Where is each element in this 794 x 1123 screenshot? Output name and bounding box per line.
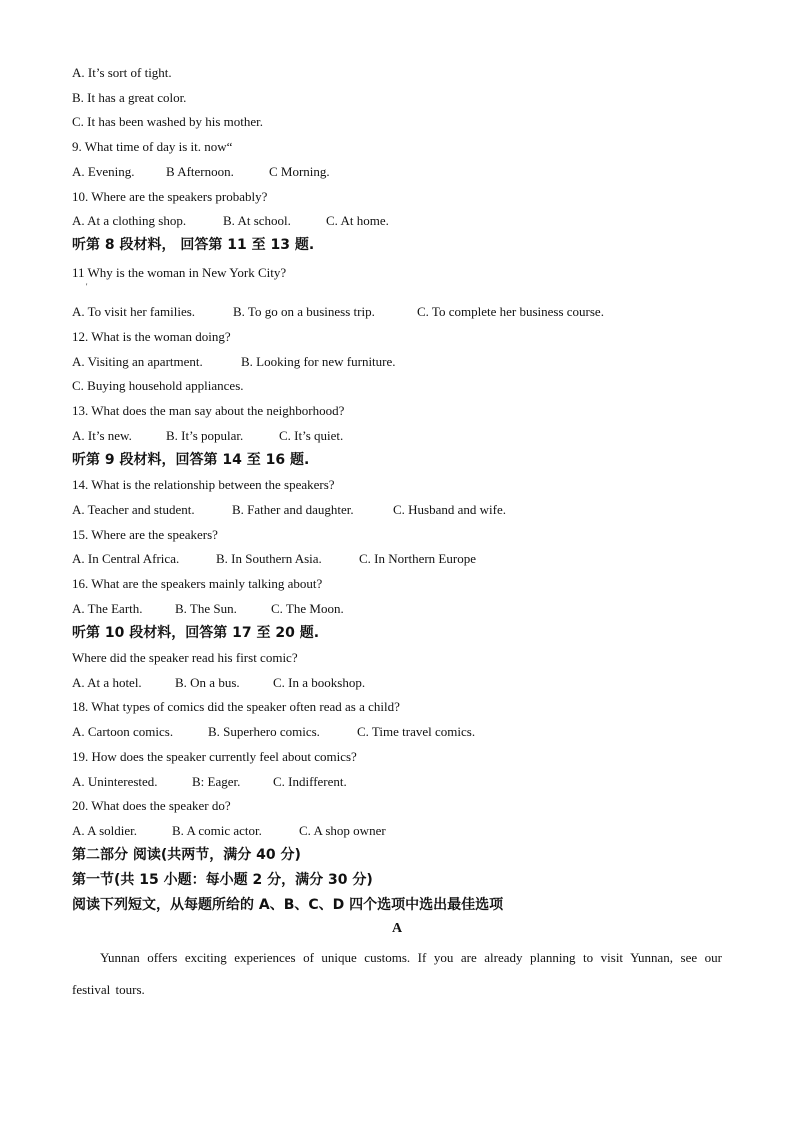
- q12-option-b: B. Looking for new furniture.: [241, 354, 396, 369]
- q20-option-c: C. A shop owner: [299, 823, 386, 838]
- q15-options: [72, 551, 476, 567]
- section-10-heading: 听第 10 段材料，回答第 17 至 20 题.: [72, 625, 320, 641]
- section-8-heading: 听第 8 段材料， 回答第 11 至 13 题.: [72, 237, 315, 253]
- q10-question: 10. Where are the speakers probably?: [72, 189, 268, 204]
- q16-options: [72, 601, 344, 617]
- q15-option-b: B. In Southern Asia.: [216, 551, 322, 566]
- q15-question: 15. Where are the speakers?: [72, 527, 218, 542]
- q12-option-c: C. Buying household appliances.: [72, 378, 244, 393]
- q16-option-c: C. The Moon.: [271, 601, 344, 616]
- q13-option-b: B. It’s popular.: [166, 428, 244, 443]
- q16-option-a: A. The Earth.: [72, 601, 143, 616]
- q17-option-a: A. At a hotel.: [72, 675, 142, 690]
- q14-question: 14. What is the relationship between the speakers?: [72, 477, 335, 492]
- q17-options: [72, 675, 365, 691]
- q8-option-c: C. It has been washed by his mother.: [72, 114, 263, 129]
- q19-question: 19. How does the speaker currently feel about comics?: [72, 749, 357, 764]
- q8-option-a: A. It’s sort of tight.: [72, 65, 172, 80]
- q11-stray-mark: ': [86, 282, 88, 291]
- q18-options: [72, 724, 475, 740]
- q9-option-a: A. Evening.: [72, 164, 135, 179]
- passage-letter: A: [391, 921, 403, 936]
- q14-option-c: C. Husband and wife.: [393, 502, 507, 517]
- q17-question: Where did the speaker read his first comic?: [72, 650, 298, 665]
- part-two-heading: 第二部分 阅读(共两节，满分 40 分): [72, 847, 301, 863]
- q20-options: [72, 823, 386, 839]
- q10-option-c: C. At home.: [326, 213, 389, 228]
- q11-question: 11 Why is the woman in New York City?: [72, 265, 287, 280]
- q13-option-a: A. It’s new.: [72, 428, 132, 443]
- q9-option-b: B Afternoon.: [166, 164, 234, 179]
- reading-instruction: 阅读下列短文，从每题所给的 A、B、C、D 四个选项中选出最佳选项: [72, 897, 504, 913]
- q17-option-c: C. In a bookshop.: [273, 675, 366, 690]
- q20-option-a: A. A soldier.: [72, 823, 138, 838]
- q18-option-b: B. Superhero comics.: [208, 724, 320, 739]
- q18-option-a: A. Cartoon comics.: [72, 724, 174, 739]
- section-one-heading: 第一节(共 15 小题：每小题 2 分，满分 30 分): [72, 872, 373, 888]
- q16-option-b: B. The Sun.: [175, 601, 237, 616]
- q11-option-a: A. To visit her families.: [72, 304, 196, 319]
- q15-option-c: C. In Northern Europe: [359, 551, 476, 566]
- q14-options: [72, 502, 506, 518]
- q9-option-c: C Morning.: [269, 164, 330, 179]
- q17-option-b: B. On a bus.: [175, 675, 240, 690]
- section-9-heading: 听第 9 段材料，回答第 14 至 16 题.: [72, 452, 310, 468]
- q14-option-b: B. Father and daughter.: [232, 502, 354, 517]
- q12-option-a: A. Visiting an apartment.: [72, 354, 203, 369]
- q19-option-a: A. Uninterested.: [72, 774, 158, 789]
- q11-option-b: B. To go on a business trip.: [233, 304, 375, 319]
- q13-option-c: C. It’s quiet.: [279, 428, 344, 443]
- q15-option-a: A. In Central Africa.: [72, 551, 180, 566]
- q10-options: [72, 213, 389, 229]
- q12-options: [72, 354, 396, 370]
- q12-question: 12. What is the woman doing?: [72, 329, 231, 344]
- passage-paragraph: Yunnan offers exciting experiences of unique customs. If you are already planning to visit Yunnan, see our festival tours.: [72, 950, 722, 997]
- q8-option-b: B. It has a great color.: [72, 90, 187, 105]
- q18-question: 18. What types of comics did the speaker often read as a child?: [72, 699, 400, 714]
- q16-question: 16. What are the speakers mainly talking about?: [72, 576, 323, 591]
- q11-option-c: C. To complete her business course.: [417, 304, 604, 319]
- q19-option-c: C. Indifferent.: [273, 774, 347, 789]
- q13-options: [72, 428, 343, 444]
- q9-options: [72, 164, 330, 180]
- q20-option-b: B. A comic actor.: [172, 823, 262, 838]
- q20-question: 20. What does the speaker do?: [72, 798, 231, 813]
- q9-question: 9. What time of day is it. now“: [72, 139, 233, 154]
- q13-question: 13. What does the man say about the neighborhood?: [72, 403, 345, 418]
- q19-option-b: B: Eager.: [192, 774, 241, 789]
- q14-option-a: A. Teacher and student.: [72, 502, 195, 517]
- q11-options: [72, 304, 604, 320]
- q19-options: [72, 774, 347, 790]
- q10-option-a: A. At a clothing shop.: [72, 213, 187, 228]
- q10-option-b: B. At school.: [223, 213, 291, 228]
- q18-option-c: C. Time travel comics.: [357, 724, 476, 739]
